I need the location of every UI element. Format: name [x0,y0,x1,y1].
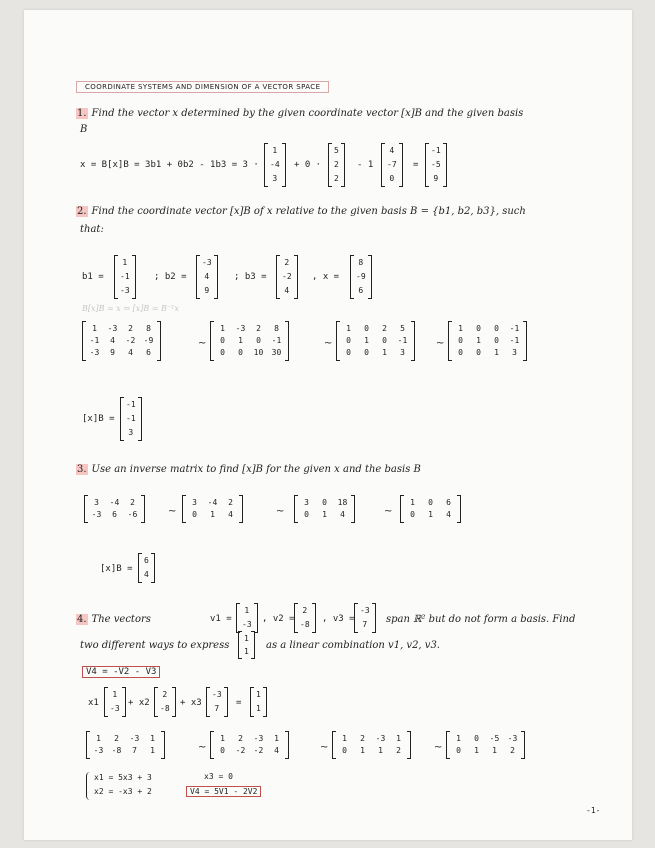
q1-equals: = [413,160,419,170]
q4-boxed-result: V4 = 5V1 - 2V2 [186,786,261,797]
q3-result-vector: 6 4 [138,554,155,582]
q4-text-a: The vectors [91,614,151,625]
q2-text: Find the coordinate vector [x]B of x relative to the given basis B = {b1, b2, b3}, such [91,206,526,217]
q4-vector-v3: -3 7 [354,604,376,632]
q2-x-label: , x = [312,272,340,282]
q2-matrix-3: 1 0 2 5 0 1 0 -1 0 0 1 3 [336,322,415,360]
q2-sim-2: ~ [324,338,333,349]
q4-text-b: span ℝ² but do not form a basis. Find [386,614,576,625]
q4-vector-v2: 2 -8 [294,604,316,632]
q4-boxed-equation: V4 = -V2 - V3 [82,666,160,678]
q4-prompt-a [76,614,151,625]
q2-sim-3: ~ [436,338,445,349]
q2-b1-label: b1 = [82,272,104,282]
q1-prompt [76,108,523,119]
q3-matrix-3: 3 0 18 0 1 4 [294,496,355,522]
q1-vector-b1: 1 -4 3 [264,144,286,186]
q3-result-label: [x]B = [100,564,133,574]
q4-lc-v3: -3 7 [206,688,228,716]
q2-prompt [76,206,526,217]
q4-target-vector: 1 1 [238,632,255,658]
q4-text-d: as a linear combination v1, v2, v3. [266,640,440,651]
q2-matrix-1: 1 -3 2 8 -1 4 -2 -9 -3 9 4 6 [82,322,161,360]
q1-text-line2: B [80,124,88,135]
q3-prompt [76,464,421,475]
q1-plus-0: + 0 · [294,160,322,170]
q4-text-c: two different ways to express [80,640,230,651]
notebook-page [24,10,632,840]
q2-vector-b3: 2 -2 4 [276,256,298,298]
page-number: -1- [586,806,601,815]
q2-b3-label: ; b3 = [234,272,267,282]
q2-matrix-2: 1 -3 2 8 0 1 0 -1 0 0 10 30 [210,322,289,360]
q2-faint-note: B[x]B = x ⇒ [x]B = B⁻¹x [82,304,179,313]
q1-vector-b2: 5 2 2 [328,144,345,186]
q4-lc-v2: 2 -8 [154,688,176,716]
q4-x3-label: + x3 [180,698,202,708]
q4-x3-zero: x3 = 0 [204,772,233,781]
q1-minus-1: - 1 [357,160,374,170]
q4-v2-label: , v2 = [262,614,295,624]
q1-vector-b3: 4 -7 0 [381,144,403,186]
q4-number: 4. [77,614,87,625]
q4-vector-v1: 1 -3 [236,604,258,632]
q3-sim-1: ~ [168,506,177,517]
q4-lc-v1: 1 -3 [104,688,126,716]
q3-sim-3: ~ [384,506,393,517]
q4-matrix-1: 1 2 -3 1 -3 -8 7 1 [86,732,165,758]
q4-x1-label: x1 [88,698,99,708]
q4-lc-target: 1 1 [250,688,267,716]
q4-lc-equals: = [236,698,242,708]
q2-text-line2: that: [80,224,104,235]
q4-matrix-2: 1 2 -3 1 0 -2 -2 4 [210,732,289,758]
q2-sim-1: ~ [198,338,207,349]
q3-sim-2: ~ [276,506,285,517]
q3-matrix-2: 3 -4 2 0 1 4 [182,496,243,522]
q4-v1-label: v1 = [210,614,232,624]
q2-matrix-4: 1 0 0 -1 0 1 0 -1 0 0 1 3 [448,322,527,360]
q3-matrix-1: 3 -4 2 -3 6 -6 [84,496,145,522]
q4-v3-label: , v3 = [322,614,355,624]
q2-result-label: [x]B = [82,414,115,424]
q2-result-vector: -1 -1 3 [120,398,142,440]
q4-x2-label: + x2 [128,698,150,708]
q3-number: 3. [77,464,87,475]
q4-solution-brace [86,772,93,800]
q4-solution-x1: x1 = 5x3 + 3 [94,773,152,782]
page-title: COORDINATE SYSTEMS AND DIMENSION OF A VECTOR SPACE [76,81,329,93]
q4-sim-3: ~ [434,742,443,753]
q1-result-vector: -1 -5 9 [425,144,447,186]
q2-vector-x: 8 -9 6 [350,256,372,298]
q4-sim-2: ~ [320,742,329,753]
q4-sim-1: ~ [198,742,207,753]
q3-text: Use an inverse matrix to find [x]B for the given x and the basis B [91,464,421,475]
q4-matrix-3: 1 2 -3 1 0 1 1 2 [332,732,411,758]
q2-vector-b2: -3 4 9 [196,256,218,298]
q2-b2-label: ; b2 = [154,272,187,282]
q1-number: 1. [77,108,87,119]
q2-number: 2. [77,206,87,217]
q4-solution-x2: x2 = -x3 + 2 [94,787,152,796]
q1-equation: x = B[x]B = 3b1 + 0b2 - 1b3 = 3 · [80,160,259,170]
q3-matrix-4: 1 0 6 0 1 4 [400,496,461,522]
q2-vector-b1: 1 -1 -3 [114,256,136,298]
q4-matrix-4: 1 0 -5 -3 0 1 1 2 [446,732,525,758]
q1-text: Find the vector x determined by the given coordinate vector [x]B and the given basis [91,108,524,119]
